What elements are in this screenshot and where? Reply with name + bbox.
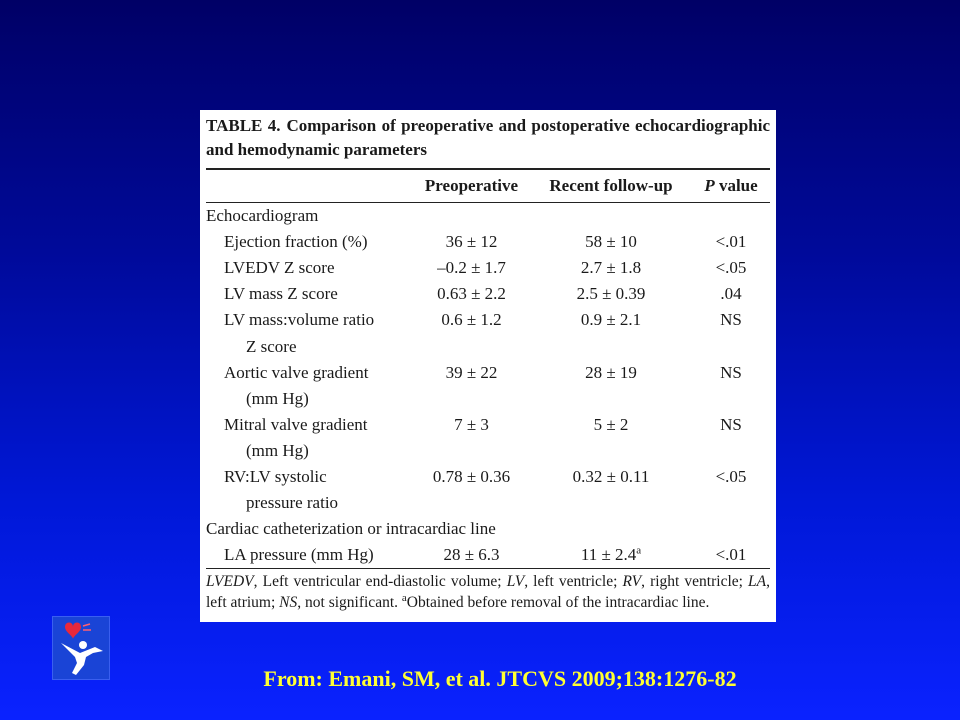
cell-followup: 0.32 ± 0.11	[572, 466, 650, 486]
header-followup: Recent follow-up	[549, 176, 673, 195]
cell-p-value: <.01	[715, 232, 747, 252]
row-label: LV mass Z score	[224, 284, 338, 304]
table-caption-text: Comparison of preoperative and postoperative echocardiographic and hemodynamic parameters	[206, 116, 771, 159]
cell-p-value: .04	[720, 284, 742, 304]
header-preoperative: Preoperative	[424, 176, 519, 195]
heart-logo-icon	[52, 616, 110, 680]
cell-followup: 28 ± 19	[585, 362, 637, 382]
cell-preoperative: 36 ± 12	[445, 232, 498, 252]
row-label: LA pressure (mm Hg)	[224, 545, 374, 565]
table-row-continuation	[206, 490, 770, 516]
footnote-note: Obtained before removal of the intracardiac line.	[406, 594, 710, 612]
cell-p-value: <.05	[715, 466, 747, 486]
table-row	[206, 412, 770, 438]
cell-preoperative: 39 ± 22	[445, 362, 498, 382]
cell-preoperative: 0.6 ± 1.2	[441, 310, 502, 330]
footnote-abbr: RV	[622, 573, 642, 591]
citation-text: From: Emani, SM, et al. JTCVS 2009;138:1276-82	[263, 666, 737, 691]
cell-p-value: NS	[720, 414, 742, 434]
section-label: Cardiac catheterization or intracardiac line	[206, 519, 496, 539]
row-label-continuation: pressure ratio	[246, 493, 339, 513]
table-row	[206, 255, 770, 281]
table-row	[206, 229, 770, 255]
table-row-continuation	[206, 333, 770, 359]
row-label-continuation: (mm Hg)	[246, 440, 309, 460]
footnote-abbr: LVEDV	[206, 573, 254, 591]
table-row	[206, 307, 770, 333]
cell-preoperative: 0.78 ± 0.36	[432, 466, 511, 486]
table-caption	[206, 114, 770, 162]
footnote-marker: a	[636, 544, 642, 557]
header-p-rest: value	[718, 176, 758, 195]
footnote-abbr: LV	[506, 573, 525, 591]
cell-followup-value: 11 ± 2.4	[580, 545, 637, 565]
footnote-abbr: NS	[279, 594, 298, 612]
footnote-abbr: LA	[748, 573, 767, 591]
cell-followup	[530, 542, 692, 568]
table-row	[206, 281, 770, 307]
table-row-continuation	[206, 438, 770, 464]
cell-p-value: <.01	[715, 545, 747, 565]
table-footnote	[206, 569, 770, 613]
table-row	[206, 542, 770, 568]
section-label: Echocardiogram	[206, 206, 319, 226]
footnote-def: , left ventricle;	[524, 573, 623, 591]
cell-followup: 58 ± 10	[585, 232, 637, 252]
cell-preoperative: 7 ± 3	[454, 414, 489, 434]
cell-followup: 2.5 ± 0.39	[576, 284, 646, 304]
row-label: LVEDV Z score	[224, 258, 335, 278]
footnote-def: , left atrium;	[206, 573, 770, 612]
cell-p-value: NS	[720, 362, 742, 382]
footnote-def: , not significant.	[297, 594, 402, 612]
cell-p-value: NS	[720, 310, 742, 330]
header-parameter	[206, 170, 413, 203]
section-row-echo	[206, 203, 770, 229]
comparison-table	[206, 170, 770, 568]
row-label-continuation: (mm Hg)	[246, 388, 309, 408]
cell-preoperative: 28 ± 6.3	[443, 545, 500, 565]
row-label: Mitral valve gradient	[224, 414, 368, 434]
cell-followup: 0.9 ± 2.1	[580, 310, 642, 330]
cell-p-value: <.05	[715, 258, 747, 278]
row-label: Aortic valve gradient	[224, 362, 369, 382]
table-caption-label: TABLE 4.	[206, 116, 281, 135]
footnote-marker: a	[401, 592, 407, 605]
header-p-value	[692, 170, 770, 203]
cell-preoperative: 0.63 ± 2.2	[437, 284, 506, 304]
header-p-italic: P	[704, 176, 715, 195]
table-row-continuation	[206, 386, 770, 412]
row-label: RV:LV systolic	[224, 466, 327, 486]
cell-preoperative: –0.2 ± 1.7	[437, 258, 506, 278]
header-row	[206, 170, 770, 203]
footnote-def: , Left ventricular end-diastolic volume;	[253, 573, 507, 591]
table-row	[206, 464, 770, 490]
table-image	[200, 110, 776, 622]
heart-person-icon	[53, 617, 109, 679]
cell-followup: 5 ± 2	[593, 414, 629, 434]
table-row	[206, 360, 770, 386]
section-row-cath	[206, 516, 770, 542]
row-label: Ejection fraction (%)	[224, 232, 368, 252]
row-label: LV mass:volume ratio	[224, 310, 375, 330]
cell-followup: 2.7 ± 1.8	[580, 258, 642, 278]
footnote-def: , right ventricle;	[641, 573, 749, 591]
row-label-continuation: Z score	[246, 336, 297, 356]
